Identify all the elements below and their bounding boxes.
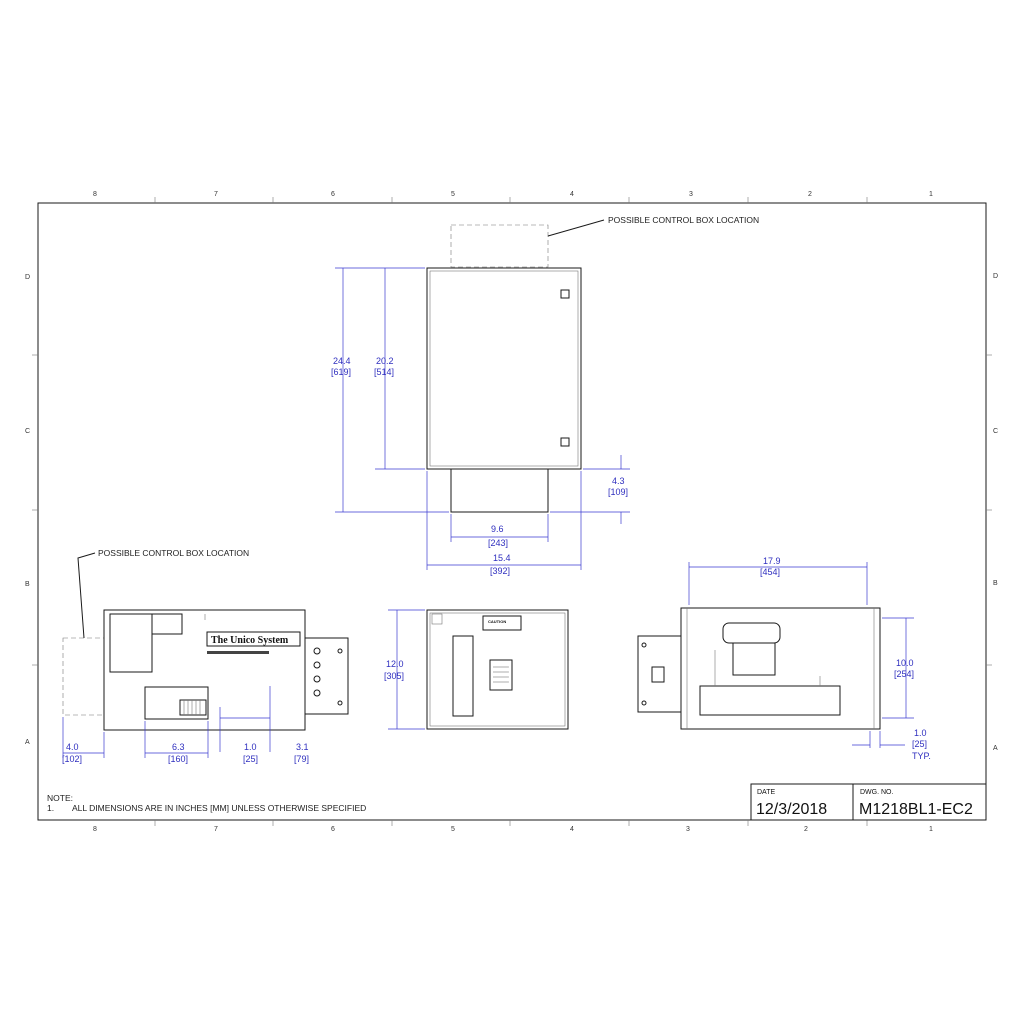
latch-icon [561, 438, 569, 446]
dim-note: TYP. [912, 751, 931, 761]
dim-value: [254] [894, 669, 915, 679]
zone-col-label: 8 [93, 191, 97, 198]
zone-col-label: 4 [570, 826, 574, 833]
top-view [427, 215, 759, 512]
logo-stripe [207, 651, 269, 654]
label-plate [152, 614, 182, 634]
dim-value: [305] [384, 671, 405, 681]
zone-labels-bottom [93, 826, 933, 833]
zone-col-label: 7 [214, 826, 218, 833]
cabinet-body [427, 268, 581, 469]
zone-col-label: 2 [804, 826, 808, 833]
zone-labels-top [93, 191, 933, 198]
dim-value: 3.1 [296, 742, 309, 752]
leader-line [78, 553, 95, 638]
leader-line [548, 220, 604, 236]
latch-icon [561, 290, 569, 298]
dim-value: 6.3 [172, 742, 185, 752]
dim-value: 20.2 [376, 356, 394, 366]
zone-row-label: B [993, 580, 998, 587]
zone-col-label: 1 [929, 826, 933, 833]
zone-labels-left [25, 274, 30, 746]
control-box-callout: POSSIBLE CONTROL BOX LOCATION [608, 215, 760, 225]
zone-row-label: B [25, 581, 30, 588]
dim-value: [454] [760, 567, 781, 577]
dim-value: 4.0 [66, 742, 79, 752]
dim-value: [25] [912, 739, 928, 749]
note-text: ALL DIMENSIONS ARE IN INCHES [MM] UNLESS OTHERWISE SPECIFIED [72, 803, 367, 813]
cabinet-body [104, 610, 305, 730]
knockout-icon [314, 662, 320, 668]
zone-labels-right [993, 273, 998, 752]
knockout-icon [314, 648, 320, 654]
zone-col-label: 8 [93, 826, 97, 833]
date-label: DATE [757, 789, 776, 796]
dim-value: [243] [488, 538, 509, 548]
duct-collar [451, 469, 548, 512]
zone-col-label: 2 [808, 191, 812, 198]
zone-col-label: 5 [451, 826, 455, 833]
zone-col-label: 3 [686, 826, 690, 833]
zone-row-label: D [993, 273, 999, 280]
access-panel [110, 614, 152, 672]
zone-row-label: A [993, 745, 998, 752]
zone-row-label: D [25, 274, 31, 281]
dim-value: [79] [294, 754, 310, 764]
note-number: 1. [47, 803, 55, 813]
zone-col-label: 6 [331, 191, 335, 198]
date-value: 12/3/2018 [756, 801, 828, 818]
zone-col-label: 6 [331, 826, 335, 833]
zone-row-label: C [993, 428, 999, 435]
dim-value: 24.4 [333, 356, 351, 366]
dim-value: 10.0 [896, 658, 914, 668]
dim-value: 9.6 [491, 524, 504, 534]
side-view [63, 548, 348, 730]
dim-value: [102] [62, 754, 83, 764]
dwg-value: M1218BL1-EC2 [859, 801, 973, 818]
dwg-label: DWG. NO. [860, 789, 894, 796]
caution-label-text: CAUTION [488, 619, 507, 624]
cabinet-body [427, 610, 568, 729]
dim-value: [25] [243, 754, 259, 764]
zone-row-label: C [25, 428, 31, 435]
cabinet-body [681, 608, 880, 729]
dim-value: 12.0 [386, 659, 404, 669]
brand-logo-text: The Unico System [211, 635, 289, 646]
cabinet-inner [430, 271, 578, 466]
control-box-callout: POSSIBLE CONTROL BOX LOCATION [98, 548, 250, 558]
blower-housing [700, 686, 840, 715]
control-box-outline [63, 638, 104, 715]
spec-label [453, 636, 473, 716]
zone-col-label: 3 [689, 191, 693, 198]
wiring-label [490, 660, 512, 690]
dim-value: [160] [168, 754, 189, 764]
front-view-dimensions [384, 610, 425, 729]
rear-view-dimensions [689, 556, 931, 761]
zone-col-label: 1 [929, 191, 933, 198]
dim-value: 1.0 [914, 728, 927, 738]
dim-value: 4.3 [612, 476, 625, 486]
zone-col-label: 4 [570, 191, 574, 198]
dim-value: [619] [331, 367, 352, 377]
motor-icon [723, 623, 780, 643]
notes [47, 793, 366, 813]
side-view-dimensions [62, 686, 309, 764]
zone-col-label: 5 [451, 191, 455, 198]
dim-value: 17.9 [763, 556, 781, 566]
knockout-icon [314, 690, 320, 696]
zone-row-label: A [25, 739, 30, 746]
control-box-outline [451, 225, 548, 267]
title-block [751, 784, 986, 820]
dim-value: [109] [608, 487, 629, 497]
rear-view [638, 608, 880, 729]
outlet-opening [145, 687, 208, 719]
panel-label [652, 667, 664, 682]
motor-mount [733, 643, 775, 675]
dim-value: [514] [374, 367, 395, 377]
front-view [427, 610, 568, 729]
knockout-icon [314, 676, 320, 682]
dim-value: [392] [490, 566, 511, 576]
top-view-dimensions [331, 268, 630, 576]
dim-value: 1.0 [244, 742, 257, 752]
notes-heading: NOTE: [47, 793, 73, 803]
zone-col-label: 7 [214, 191, 218, 198]
dim-value: 15.4 [493, 553, 511, 563]
